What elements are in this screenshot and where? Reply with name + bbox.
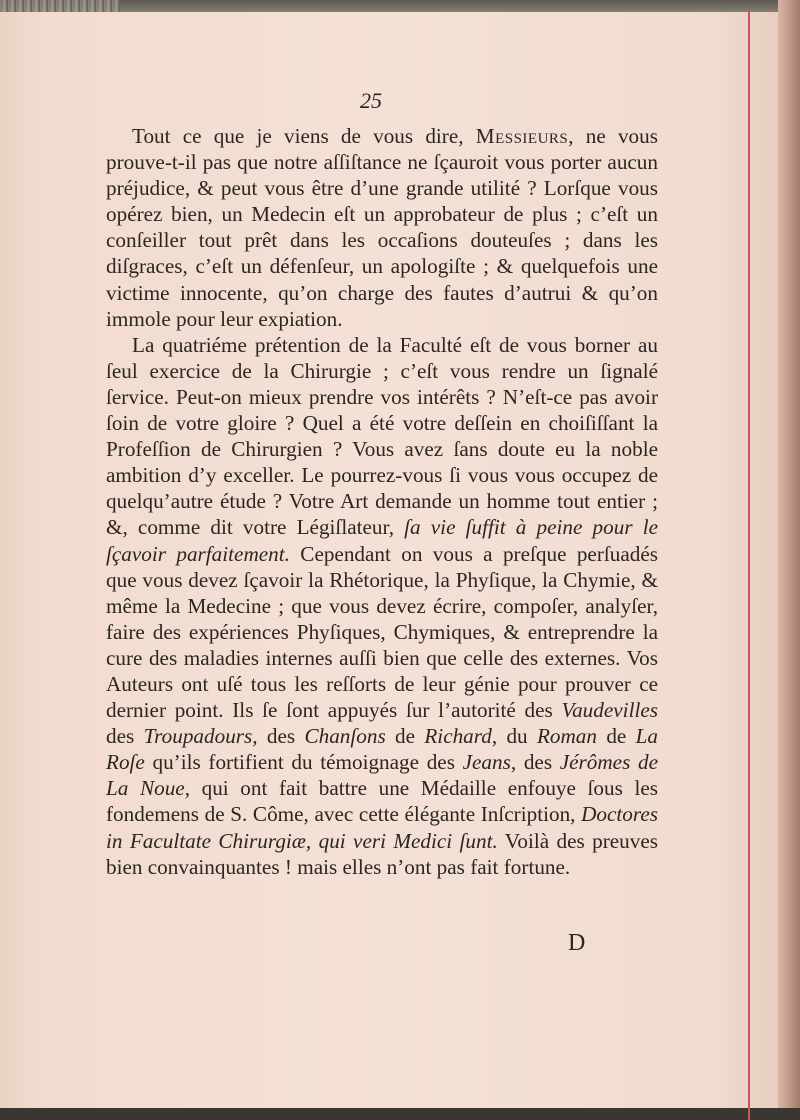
text-run: , du: [491, 724, 537, 749]
italic-run: ſa vie ſuffit à peine pour le ſçavoir parfaitement.: [106, 515, 659, 566]
text-run: Tout ce que je viens de vous dire,: [132, 124, 476, 148]
text-run: de: [597, 724, 636, 749]
italic-run: Troupadours: [143, 724, 253, 749]
text-run: de: [385, 724, 425, 749]
text-run: La quatriéme prétention de la Faculté eſt de vous borner au ſeul exercice de la Chirurgie ; c’eſt vous rendre un ſignalé ſervice. Peut-on mieux prendre vos intérêts ? N’eſt-ce pas avoir ſoin de votre gloire ? Quel a été votre deſſein en choiſiſſant la Profeſſion de Chirurgien ? Vous avez ſans doute eu la noble ambition d’y exceller. Le pourrez-vous ſi vous vous occupez de quelqu’autre étude ? Votre Art demande un homme tout entier ; &, comme dit votre Légiſlateur,: [106, 332, 658, 540]
catchword: D: [568, 930, 586, 956]
right-binding-edge: [778, 0, 800, 1108]
page-number: 25: [360, 88, 382, 113]
italic-run: Roman: [536, 724, 597, 749]
italic-run: Chanſons: [304, 724, 386, 749]
text-run: des: [106, 724, 144, 749]
text-run: , des: [510, 750, 560, 775]
text-run: , des: [252, 724, 305, 749]
page-text: [106, 123, 658, 880]
text-run: Voilà des preuves bien convainquantes ! mais elles n’ont pas fait fortune.: [106, 828, 658, 879]
text-run: qu’ils fortifient du témoignage des: [144, 750, 463, 775]
italic-run: La Roſe: [106, 724, 659, 775]
paragraph: [106, 123, 658, 332]
text-run: Cependant on vous a preſque perſuadés que vous devez ſçavoir la Rhétorique, la Phyſique, la Chymie, & même la Medecine ; que vous devez écrire, compoſer, analyſer, faire des expériences Phyſiques, Chymiques, & entreprendre la cure des maladies internes auſſi bien que celle des externes. Vos Auteurs ont uſé tous les reſſorts de leur génie pour prouver ce dernier point. Ils ſe ſont appuyés ſur l’autorité des: [106, 541, 659, 723]
text-run: , ne vous prouve-t-il pas que notre aſſiſtance ne ſçauroit vous porter aucun préjudice, & peut vous être d’une grande utilité ? Lorſque vous opérez bien, un Medecin eſt un approbateur de plus ; c’eſt un conſeiller tout prêt dans les occaſions douteuſes ; dans les diſgraces, c’eſt un défenſeur, un apologiſte ; & quelquefois une victime innocente, qu’on charge des fautes d’autrui & qu’on immole pour leur expiation.: [106, 124, 658, 331]
red-margin-rule: [748, 12, 750, 1120]
text-run: , qui ont fait battre une Médaille enfouye ſous les fondemens de S. Côme, avec cette élégante Inſcription,: [106, 776, 658, 827]
italic-run: Vaudevilles: [561, 698, 658, 723]
italic-run: Doctores in Facultate Chirurgiæ, qui veri Medici ſunt.: [106, 802, 658, 853]
italic-run: Richard: [424, 724, 492, 749]
small-caps-run: Messieurs: [475, 124, 569, 148]
italic-run: Jeans: [462, 750, 511, 775]
italic-run: Jérômes de La Noue: [106, 750, 658, 801]
paragraph: [106, 332, 658, 880]
